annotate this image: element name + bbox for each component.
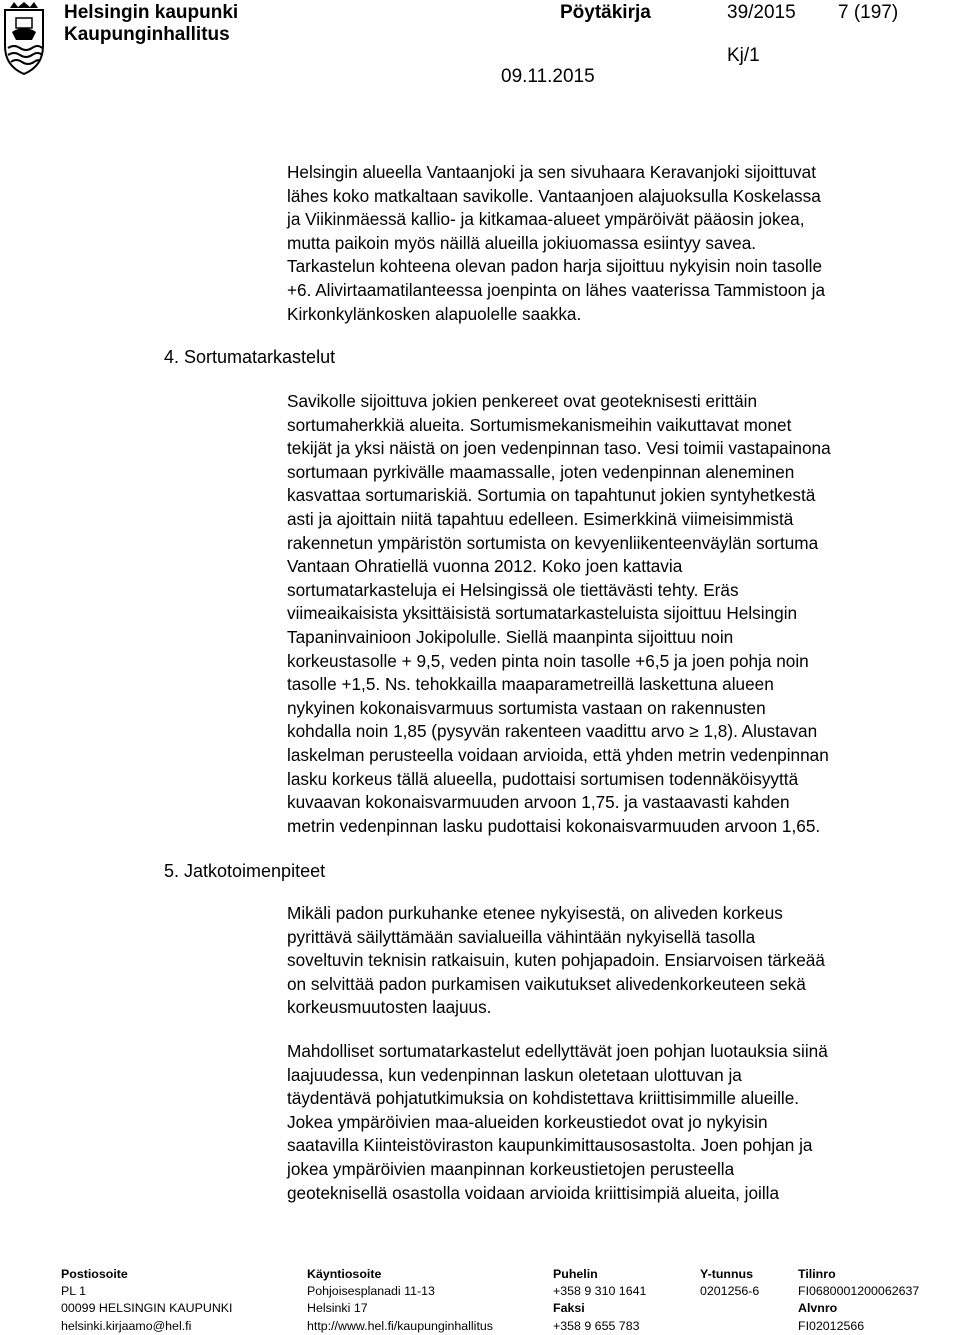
paragraph-river-geology: Helsingin alueella Vantaanjoki ja sen sivuhaara Keravanjoki sijoittuvat lähes koko matkaltaan savikolle. Vantaanjoen alajuoksulla Koskelassa ja Viikinmäessä kallio- ja kitkamaa-alueet ympäröivät pääosin jokea, mutta paikoin myös näillä alueilla jokiuomassa esiintyy savea. Tarkastelun kohteena olevan padon harja sijoittuu nykyisin noin tasolle +6. Alivirtaamatilanteessa joenpinta on lähes vaaterissa Tammistoon ja Kirkonkylänkosken alapuolelle saakka.: [287, 162, 826, 324]
footer-value: +358 9 310 1641: [553, 1284, 647, 1299]
footer-website: http://www.hel.fi/kaupunginhallitus: [307, 1318, 493, 1333]
footer-value: FI02012566: [798, 1318, 865, 1333]
paragraph-dam-removal: Mikäli padon purkuhanke etenee nykyisestä, on aliveden korkeus pyrittävä säilyttämään savialueilla vähintään nykyisellä tasolla soveltuvin teknisin ratkaisuin, kuten pohjapadoin. Ensiarvoisen tärkeää on selvittää padon purkamisen vaikutukset alivedenkorkeuteen sekä korkeusmuutosten laajuus.: [287, 903, 825, 1018]
footer-value: +358 9 655 783: [553, 1318, 640, 1333]
header-doc-type: Pöytäkirja: [560, 2, 651, 23]
footer-value: Helsinki 17: [307, 1301, 368, 1316]
section-heading-5: 5. Jatkotoimenpiteet: [164, 861, 326, 881]
footer-label: Puhelin: [553, 1267, 598, 1281]
footer-email: helsinki.kirjaamo@hel.fi: [61, 1318, 192, 1333]
paragraph-landslide-analysis: Savikolle sijoittuva jokien penkereet ovat geoteknisesti erittäin sortumaherkkiä alueita. Sortumismekanismeihin vaikuttavat monet tekijät ja yksi näistä on joen vedenpinnan taso. Vesi toimii vastapainona sortumaan pyrkivälle maamassalle, joten vedenpinnan aleneminen kasvattaa sortumariskiä. Sortumia on tapahtunut jokien syntyhetkestä asti ja ajoittain niitä tapahtuu edelleen. Esimerkkinä viimeisimmistä rakennetun ympäristön sortumista on kevyenliikenteenväylän sortuma Vantaan Ohratiellä vuonna 2012. Koko joen kattavia sortumatarkasteluja ei Helsingissä ole tiettävästi tehty. Eräs viimeaikaisista yksittäisistä sortumatarkasteluista sijoittuu Helsingin Tapaninvainioon Jokipolulle. Siellä maanpinta sijoittuu noin korkeustasolle + 9,5, veden pinta noin tasolle +6,5 ja joen pohja noin tasolle +1,5. Ns. tehokkailla maaparametreillä laskettuna alueen nykyinen kokonaisvarmuus sortumista vastaan on rakennusten kohdalla noin 1,85 (pysyvän rakenteen vaadittu arvo ≥ 1,8). Alustavan laskelman perusteella voidaan arvioida, että yhden metrin vedenpinnan lasku korkeus tällä alueella, pudottaisi sortumisen todennäköisyyttä kuvaavan kokonaisvarmuuden arvoon 1,75. ja vastaavasti kahden metrin vedenpinnan lasku pudottaisi kokonaisvarmuuden arvoon 1,65.: [287, 391, 831, 836]
footer-label: Faksi: [553, 1301, 585, 1316]
footer-label: Postiosoite: [61, 1267, 128, 1281]
footer-phone: [553, 1266, 646, 1335]
footer-business-id: [700, 1266, 759, 1300]
footer-value: Pohjoisesplanadi 11-13: [307, 1284, 435, 1299]
footer-postal-address: [61, 1266, 232, 1335]
footer-label: Tilinro: [798, 1267, 836, 1281]
paragraph-further-studies: Mahdolliset sortumatarkastelut edellyttävät joen pohjan luotauksia siinä laajuudessa, kun vedenpinnan laskun oletetaan ulottuvan ja täydentävä pohjatutkimuksia on kohdistettava kriittisimmille alueille. Jokea ympäröivien maa-alueiden korkeustiedot ovat jo nykyisin saatavilla Kiinteistöviraston kaupunkimittausosastolta. Joen pohjan ja jokea ympäröivien maanpinnan korkeustietojen perusteella geoteknisellä osastolla voidaan arvioida kriittisimpiä alueita, joilla: [287, 1041, 828, 1203]
footer-account: [798, 1266, 919, 1335]
footer-value: 00099 HELSINGIN KAUPUNKI: [61, 1301, 233, 1316]
footer-label: Alvnro: [798, 1301, 838, 1316]
footer-visiting-address: [307, 1266, 493, 1335]
footer-value: 0201256-6: [700, 1284, 760, 1299]
header-date: 09.11.2015: [501, 66, 595, 87]
header-body: Kaupunginhallitus: [64, 24, 230, 45]
footer-label: Y-tunnus: [700, 1267, 753, 1281]
header-page: 7 (197): [838, 2, 899, 23]
footer-value: PL 1: [61, 1284, 87, 1299]
header-org: Helsingin kaupunki: [64, 2, 239, 23]
footer-label: Käyntiosoite: [307, 1267, 382, 1281]
section-heading-4: 4. Sortumatarkastelut: [164, 347, 336, 367]
header-number: 39/2015: [727, 2, 796, 23]
helsinki-crest-logo: [2, 2, 46, 76]
header-section: Kj/1: [727, 45, 760, 66]
footer-value: FI0680001200062637: [798, 1284, 920, 1299]
